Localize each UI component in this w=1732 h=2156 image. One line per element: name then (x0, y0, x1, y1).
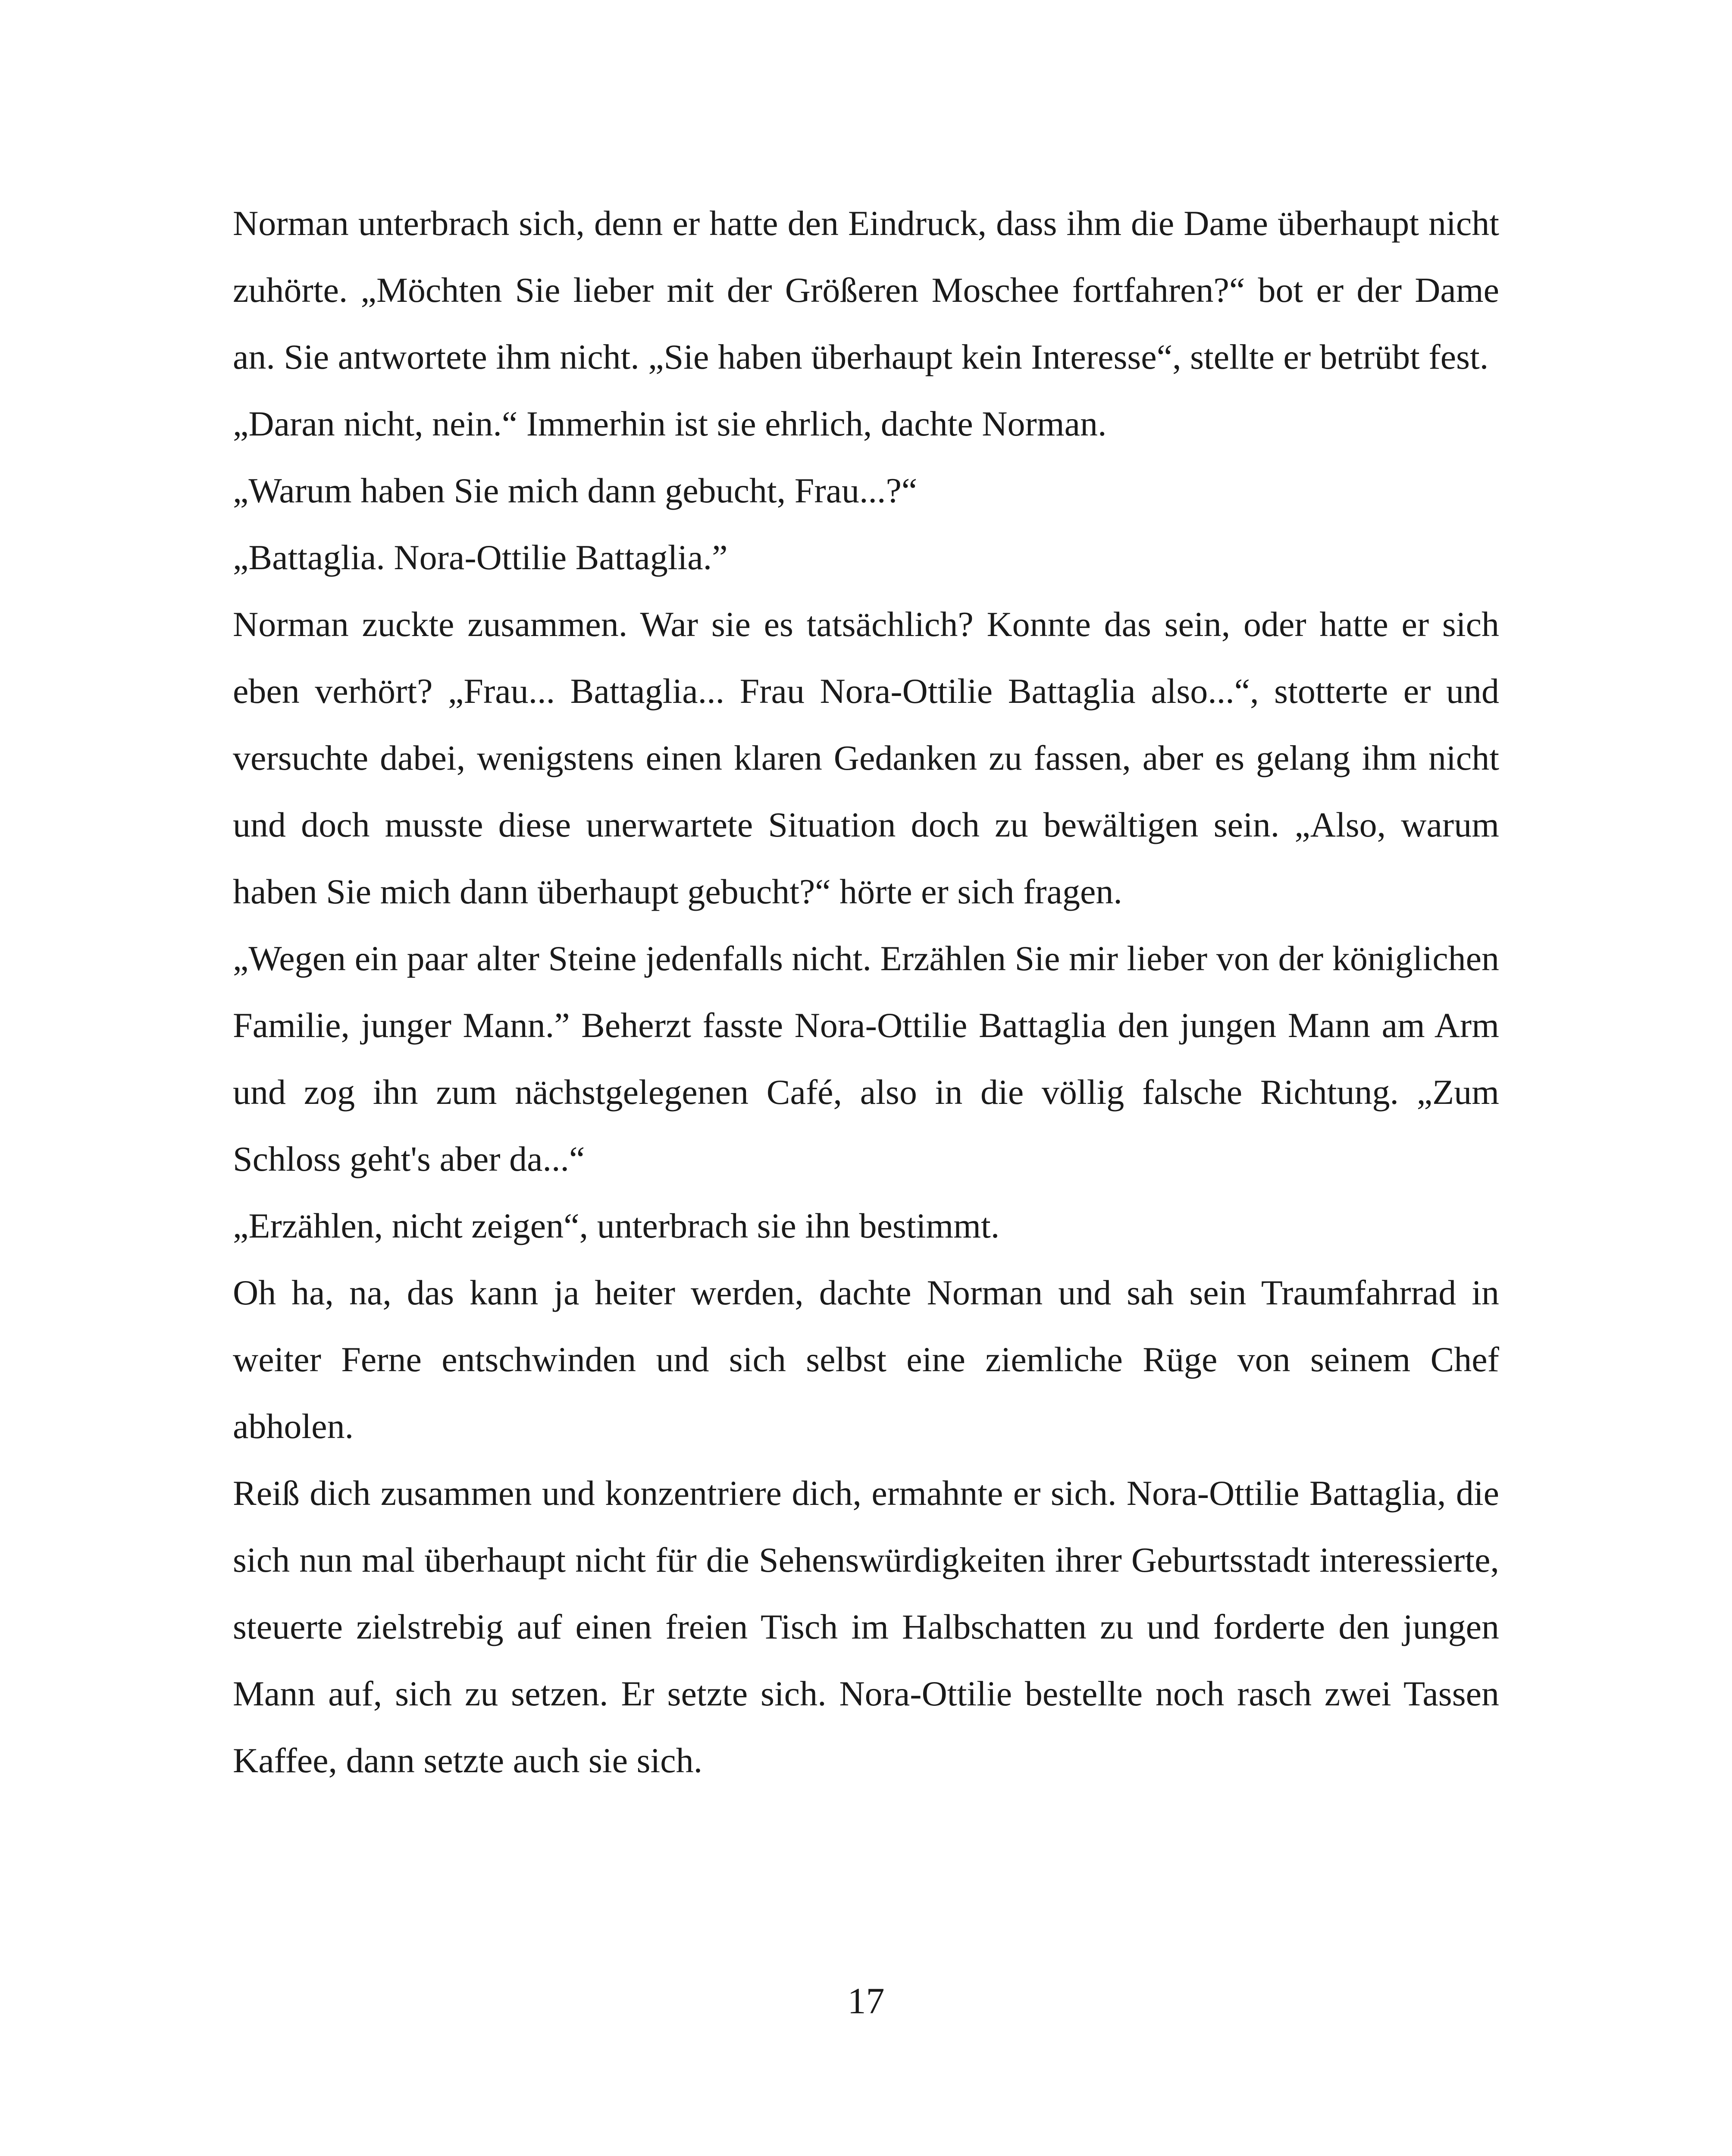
paragraph: „Warum haben Sie mich dann gebucht, Frau...?“ (233, 471, 918, 510)
paragraph: Reiß dich zusammen und konzentriere dich, ermahnte er sich. Nora-Ottilie Battaglia, die sich nun mal überhaupt nicht für die Sehenswürdigkeiten ihrer Geburtsstadt interessierte, steuerte zielstrebig auf einen freien Tisch im Halbschatten zu und forderte den jungen Mann auf, sich zu setzen. Er setzte sich. Nora-Ottilie bestellte noch rasch zwei Tassen Kaffee, dann setzte auch sie sich. (233, 1473, 1499, 1780)
paragraph: Oh ha, na, das kann ja heiter werden, dachte Norman und sah sein Traumfahrrad in weiter Ferne entschwinden und sich selbst eine ziemliche Rüge von seinem Chef abholen. (233, 1273, 1499, 1446)
paragraph: „Erzählen, nicht zeigen“, unterbrach sie ihn bestimmt. (233, 1206, 1000, 1245)
paragraph: Norman zuckte zusammen. War sie es tatsächlich? Konnte das sein, oder hatte er sich eben verhört? „Frau... Battaglia... Frau Nora-Ottilie Battaglia also...“, stotterte er und versuchte dabei, wenigstens einen klaren Gedanken zu fassen, aber es gelang ihm nicht und doch musste diese unerwartete Situation doch zu bewältigen sein. „Also, warum haben Sie mich dann überhaupt gebucht?“ hörte er sich fragen. (233, 605, 1499, 911)
paragraph: „Wegen ein paar alter Steine jedenfalls nicht. Erzählen Sie mir lieber von der königlichen Familie, junger Mann.” Beherzt fasste Nora-Ottilie Battaglia den jungen Mann am Arm und zog ihn zum nächstgelegenen Café, also in die völlig falsche Richtung. „Zum Schloss geht's aber da...“ (233, 939, 1499, 1178)
page-number: 17 (847, 1980, 885, 2021)
paragraph: „Daran nicht, nein.“ Immerhin ist sie ehrlich, dachte Norman. (233, 404, 1107, 443)
paragraph: „Battaglia. Nora-Ottilie Battaglia.” (233, 538, 728, 577)
paragraph: Norman unterbrach sich, denn er hatte den Eindruck, dass ihm die Dame überhaupt nicht zuhörte. „Möchten Sie lieber mit der Größeren Moschee fortfahren?“ bot er der Dame an. Sie antwortete ihm nicht. „Sie haben überhaupt kein Interesse“, stellte er betrübt fest. (233, 204, 1499, 376)
body-text (233, 190, 1499, 1794)
